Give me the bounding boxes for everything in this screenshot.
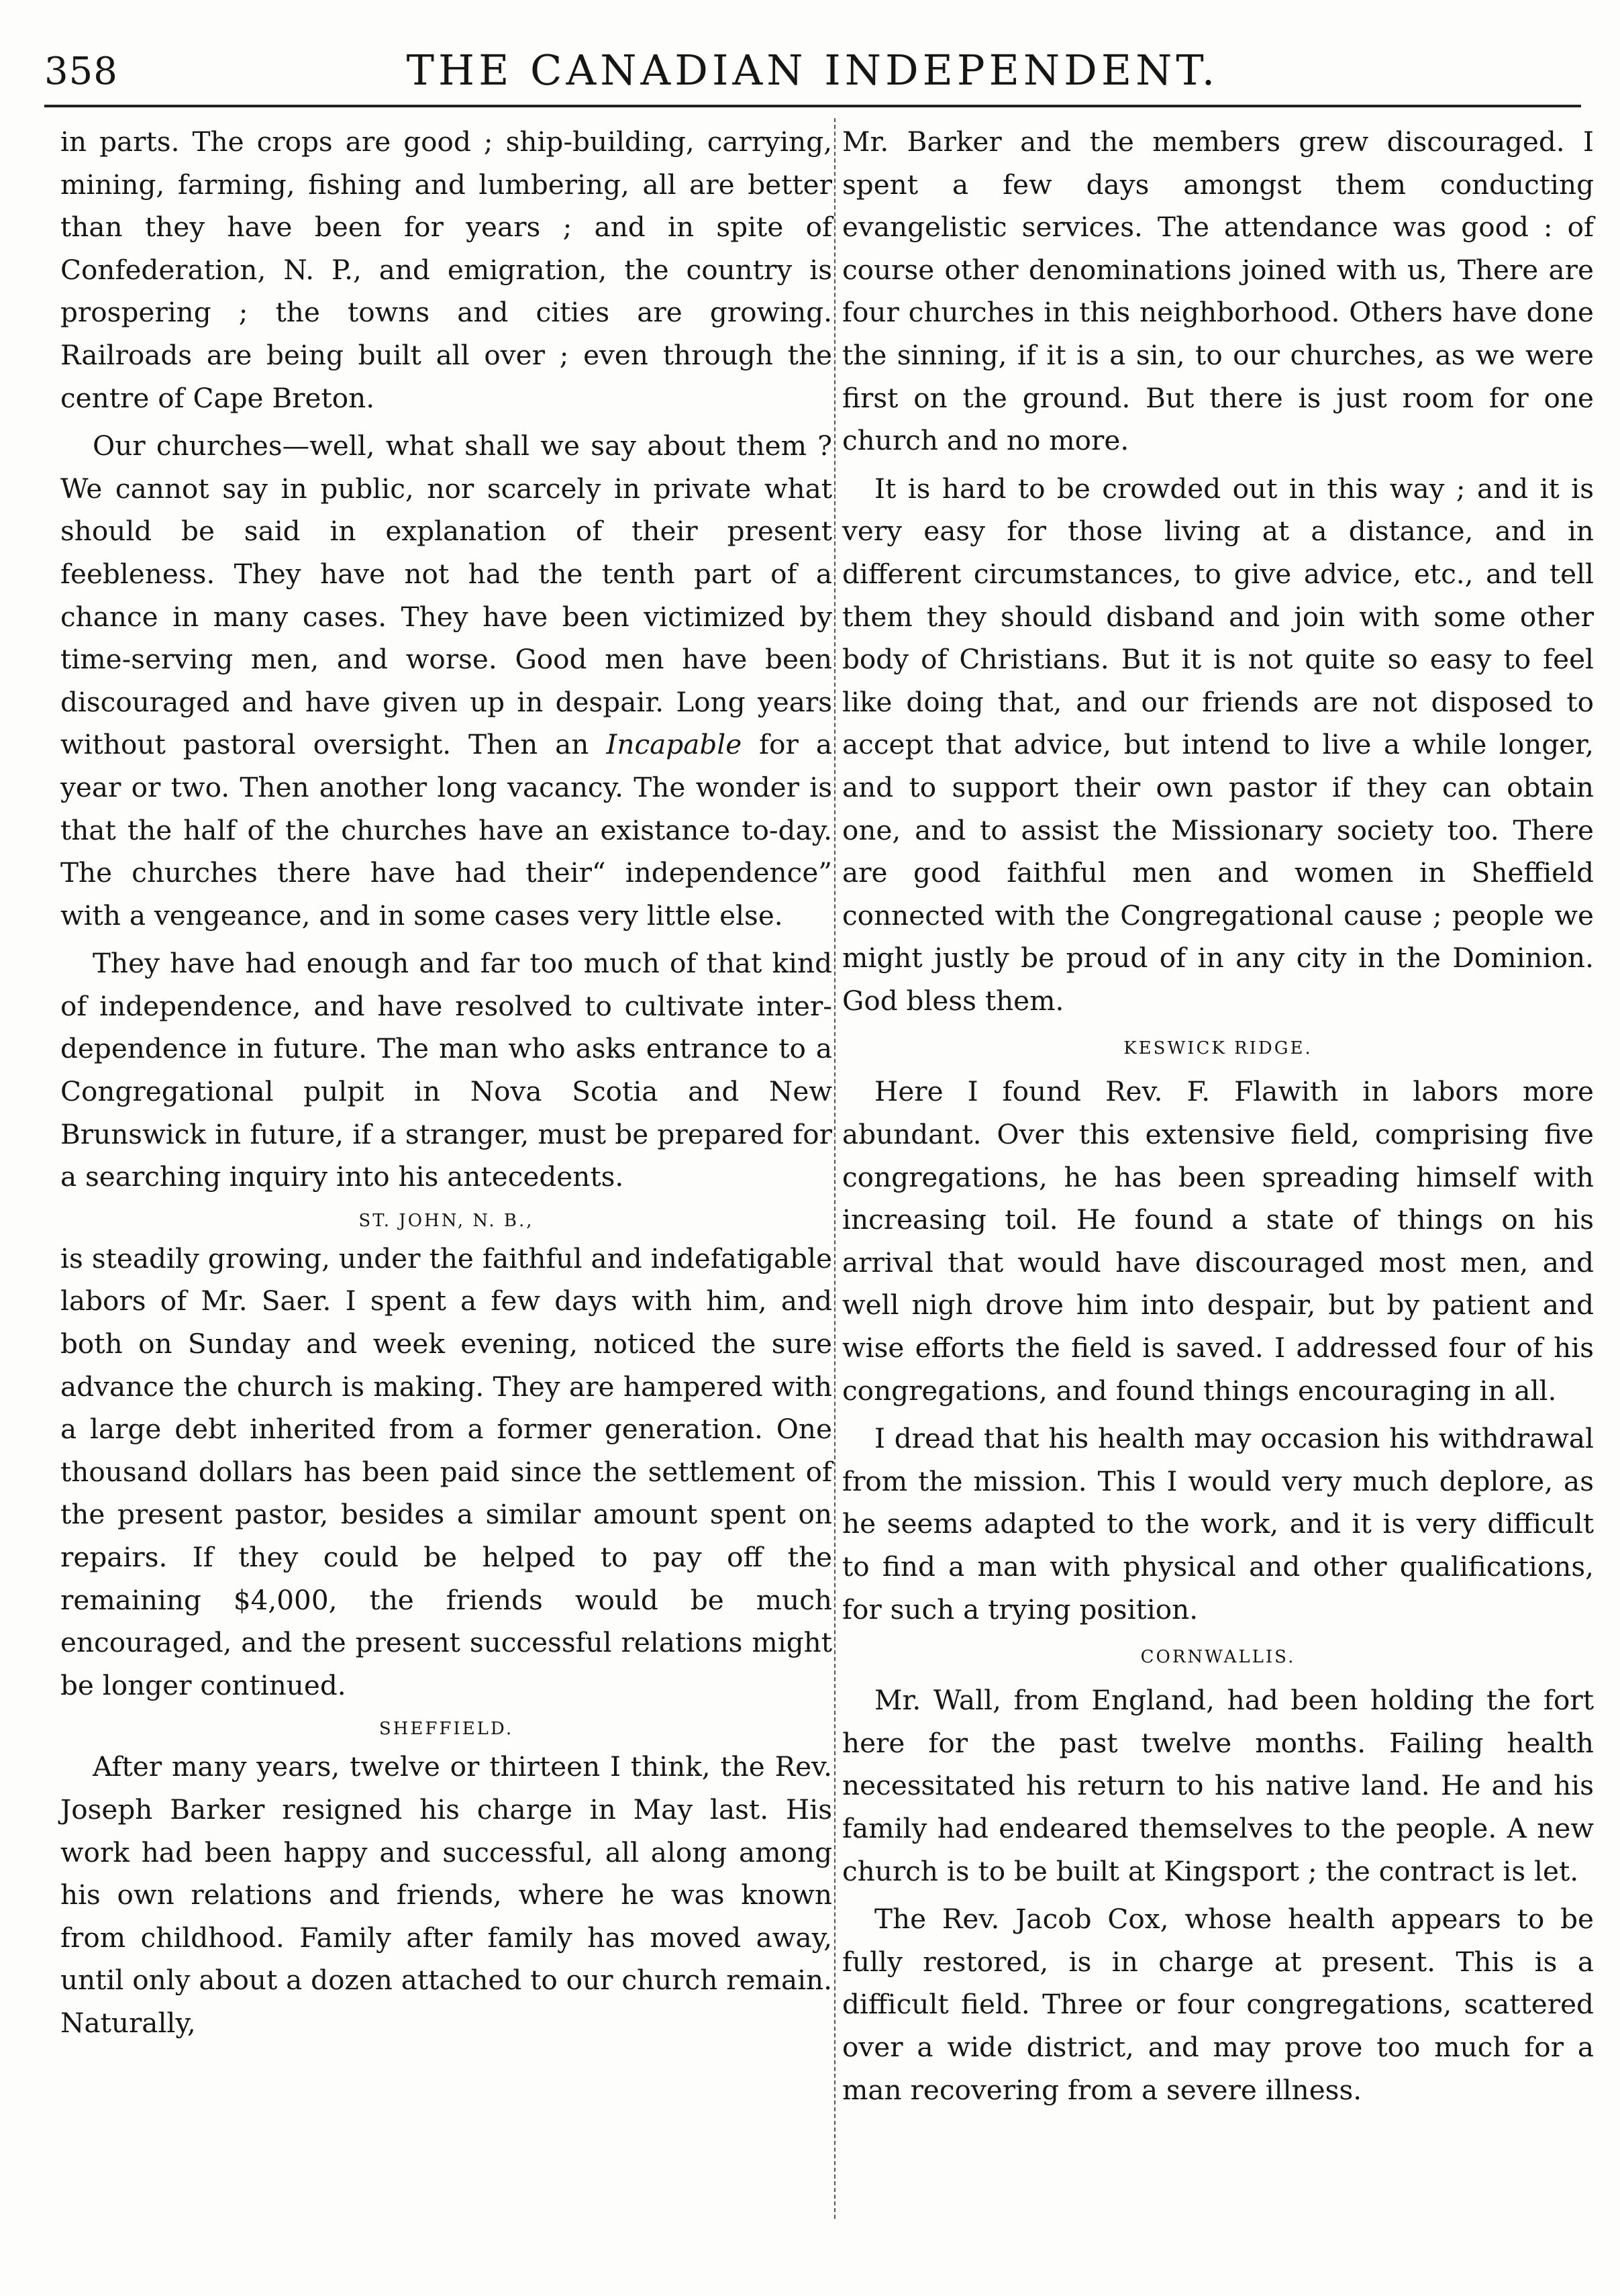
paragraph: The Rev. Jacob Cox, whose health appears to be fully restored, is in charge at present. This is a difficult field. Three or four congregations, scattered over a wide district, and may prove too much for a man recovering from a severe illness.: [842, 1903, 1594, 2106]
paragraph: I dread that his health may occasion his withdrawal from the mission. This I would very much deplore, as he seems adapted to the work, and it is very difficult to find a man with physical and other qualifications, for such a trying position.: [842, 1422, 1594, 1626]
section-heading-st-john: ST. JOHN, N. B.,: [358, 1210, 534, 1231]
running-title: THE CANADIAN INDEPENDENT.: [406, 46, 1219, 95]
paragraph: They have had enough and far too much of that kind of independence, and have resolved to cultivate inter-dependence in future. The man who asks entrance to a Congregational pulpit in Nova Scotia and New Brunswick in future, if a stranger, must be prepared for a searching inquiry into his antecedents.: [60, 947, 832, 1193]
italic-term: Incapable: [606, 728, 742, 761]
paragraph: Mr. Wall, from England, had been holding the fort here for the past twelve months. Failing health necessitated his return to his native land. He and his family had endeared themselves to the people. A new church is to be built at Kingsport ; the contract is let.: [842, 1684, 1594, 1887]
paragraph: After many years, twelve or thirteen I think, the Rev. Joseph Barker resigned his charge in May last. His work had been happy and successful, all along among his own relations and friends, where he was known from childhood. Family after family has moved away, until only about a dozen attached to our church remain. Naturally,: [60, 1750, 832, 2039]
section-heading-cornwallis: CORNWALLIS.: [1140, 1647, 1296, 1668]
paragraph-text: for a year or two. Then another long vacancy. The wonder is that the half of the churches have an existance to-day. The churches there have had their“ independence” with a vengeance, and in some cases very little else.: [60, 728, 832, 932]
paragraph: in parts. The crops are good ; ship-building, carrying, mining, farming, fishing and lumbering, all are better than they have been for years ; and in spite of Confederation, N. P., and emigration, the country is prospering ; the towns and cities are growing. Railroads are being built all over ; even through the centre of Cape Breton.: [60, 126, 832, 414]
paragraph: It is hard to be crowded out in this way ; and it is very easy for those living at a distance, and in different circumstances, to give advice, etc., and tell them they should disband and join with some other body of Christians. But it is not quite so easy to feel like doing that, and our friends are not disposed to accept that advice, but intend to live a while longer, and to support their own pastor if they can obtain one, and to assist the Missionary society too. There are good faithful men and women in Sheffield connected with the Congregational cause ; people we might justly be proud of in any city in the Dominion. God bless them.: [842, 472, 1594, 1017]
page-header: [44, 40, 1581, 101]
paragraph: [60, 425, 832, 937]
header-rule: [44, 105, 1581, 107]
paragraph: Mr. Barker and the members grew discouraged. I spent a few days amongst them conducting evangelistic services. The attendance was good : of course other denominations joined with us, There are four churches in this neighborhood. Others have done the sinning, if it is a sin, to our churches, as we were first on the ground. But there is just room for one church and no more.: [842, 126, 1594, 457]
section-heading-keswick-ridge: KESWICK RIDGE.: [1123, 1038, 1313, 1059]
column-divider: [834, 118, 836, 2219]
paragraph: Here I found Rev. F. Flawith in labors more abundant. Over this extensive field, comprising five congregations, he has been spreading himself with increasing toil. He found a state of things on his arrival that would have discouraged most men, and well nigh drove him into despair, but by patient and wise efforts the field is saved. I addressed four of his congregations, and found things encouraging in all.: [842, 1075, 1594, 1407]
right-column: [842, 121, 1594, 2111]
page-number: 358: [44, 50, 118, 93]
paragraph-text: Our churches—well, what shall we say about them ? We cannot say in public, nor scarcely in private what should be said in explanation of their present feebleness. They have not had the tenth part of a chance in many cases. They have been victimized by time-serving men, and worse. Good men have been discouraged and have given up in despair. Long years without pastoral oversight. Then an: [60, 430, 832, 761]
paragraph: is steadily growing, under the faithful and indefatigable labors of Mr. Saer. I spent a few days with him, and both on Sunday and week evening, noticed the sure advance the church is making. They are hampered with a large debt inherited from a former generation. One thousand dollars has been paid since the settlement of the present pastor, besides a similar amount spent on repairs. If they could be helped to pay off the remaining $4,000, the friends would be much encouraged, and the present successful relations might be longer continued.: [60, 1242, 832, 1701]
section-heading-sheffield: SHEFFIELD.: [378, 1719, 514, 1740]
left-column: [60, 121, 832, 2045]
